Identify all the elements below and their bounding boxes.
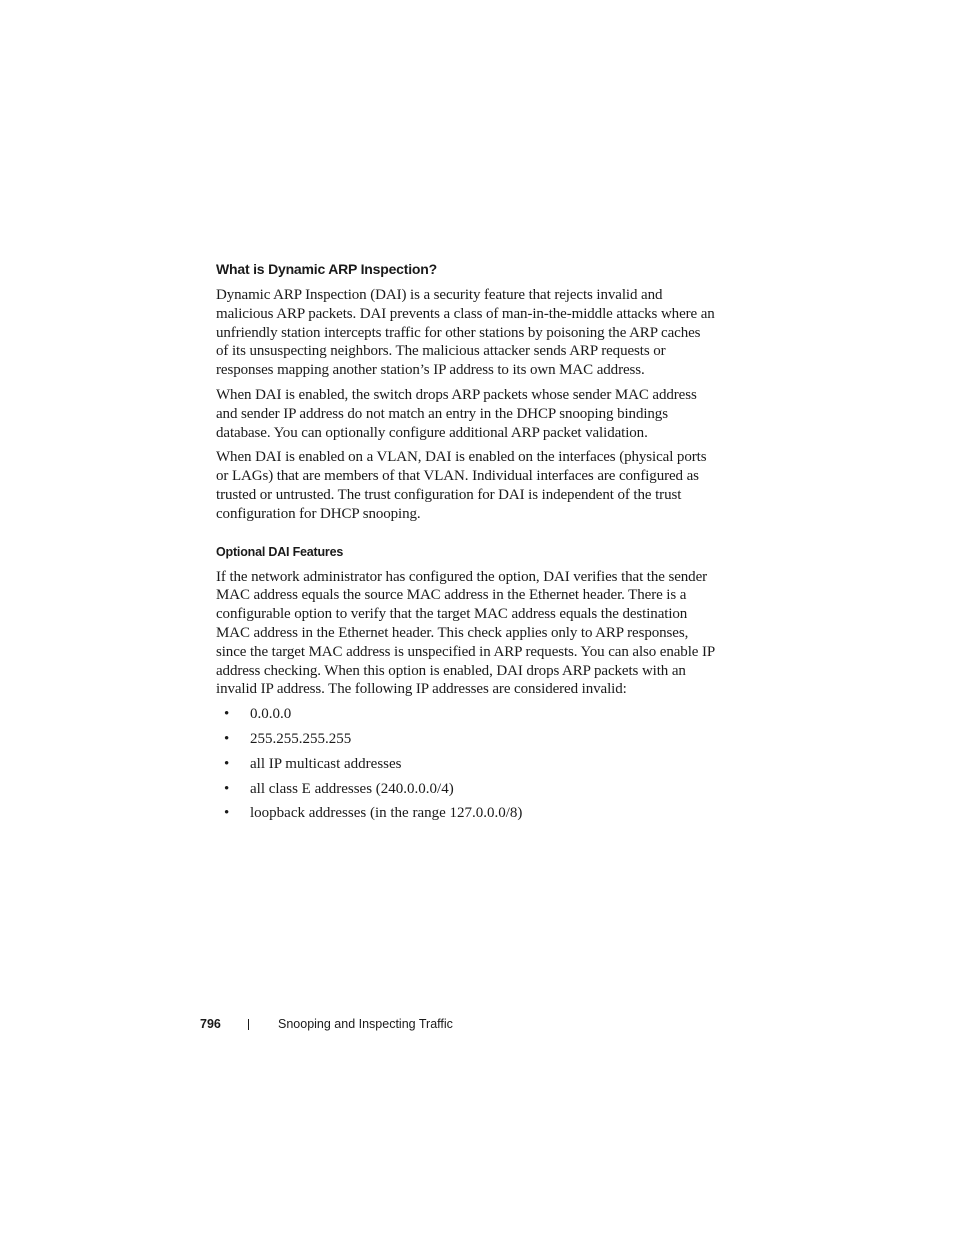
list-item xyxy=(216,780,716,799)
bullet-icon: • xyxy=(224,730,230,747)
page-content xyxy=(216,260,716,829)
list-item-text: 255.255.255.255 xyxy=(250,730,352,747)
footer-divider xyxy=(248,1019,249,1030)
paragraph-dai-enabled: When DAI is enabled, the switch drops ARP packets whose sender MAC address and sender IP address do not match an entry in the DHCP snooping bindings database. You can optionally configure additional ARP packet validation. xyxy=(216,386,697,441)
list-item xyxy=(216,804,716,823)
list-item xyxy=(216,705,716,724)
chapter-title: Snooping and Inspecting Traffic xyxy=(278,1017,453,1031)
list-item-text: all class E addresses (240.0.0.0/4) xyxy=(250,780,454,797)
invalid-ip-list xyxy=(216,705,716,823)
section-heading: What is Dynamic ARP Inspection? xyxy=(216,261,437,277)
list-item-text: loopback addresses (in the range 127.0.0.0/8) xyxy=(250,805,523,822)
page-number: 796 xyxy=(200,1017,221,1031)
paragraph-dai-vlan: When DAI is enabled on a VLAN, DAI is enabled on the interfaces (physical ports or LAGs) that are members of that VLAN. Individual interfaces are configured as trusted or untrusted. The trust configuration for DAI is independent of the trust configuration for DHCP snooping. xyxy=(216,449,707,522)
bullet-icon: • xyxy=(224,755,230,772)
list-item-text: all IP multicast addresses xyxy=(250,755,402,772)
subsection-heading: Optional DAI Features xyxy=(216,544,344,559)
paragraph-dai-intro: Dynamic ARP Inspection (DAI) is a security feature that rejects invalid and malicious ARP packets. DAI prevents a class of man-in-the-middle attacks where an unfriendly station intercepts traffic for other stations by poisoning the ARP caches of its unsuspecting neighbors. The malicious attacker sends ARP requests or responses mapping another station’s IP address to its own MAC address. xyxy=(216,287,715,379)
list-item xyxy=(216,730,716,749)
list-item xyxy=(216,755,716,774)
paragraph-optional-features: If the network administrator has configured the option, DAI verifies that the sender MAC address equals the source MAC address in the Ethernet header. There is a configurable option to verify that the target MAC address equals the destination MAC address in the Ethernet header. This check applies only to ARP responses, since the target MAC address is unspecified in ARP requests. You can also enable IP address checking. When this option is enabled, DAI drops ARP packets with an invalid IP address. The following IP addresses are considered invalid: xyxy=(216,568,715,698)
bullet-icon: • xyxy=(224,706,230,723)
bullet-icon: • xyxy=(224,805,230,822)
bullet-icon: • xyxy=(224,780,230,797)
list-item-text: 0.0.0.0 xyxy=(250,706,292,723)
